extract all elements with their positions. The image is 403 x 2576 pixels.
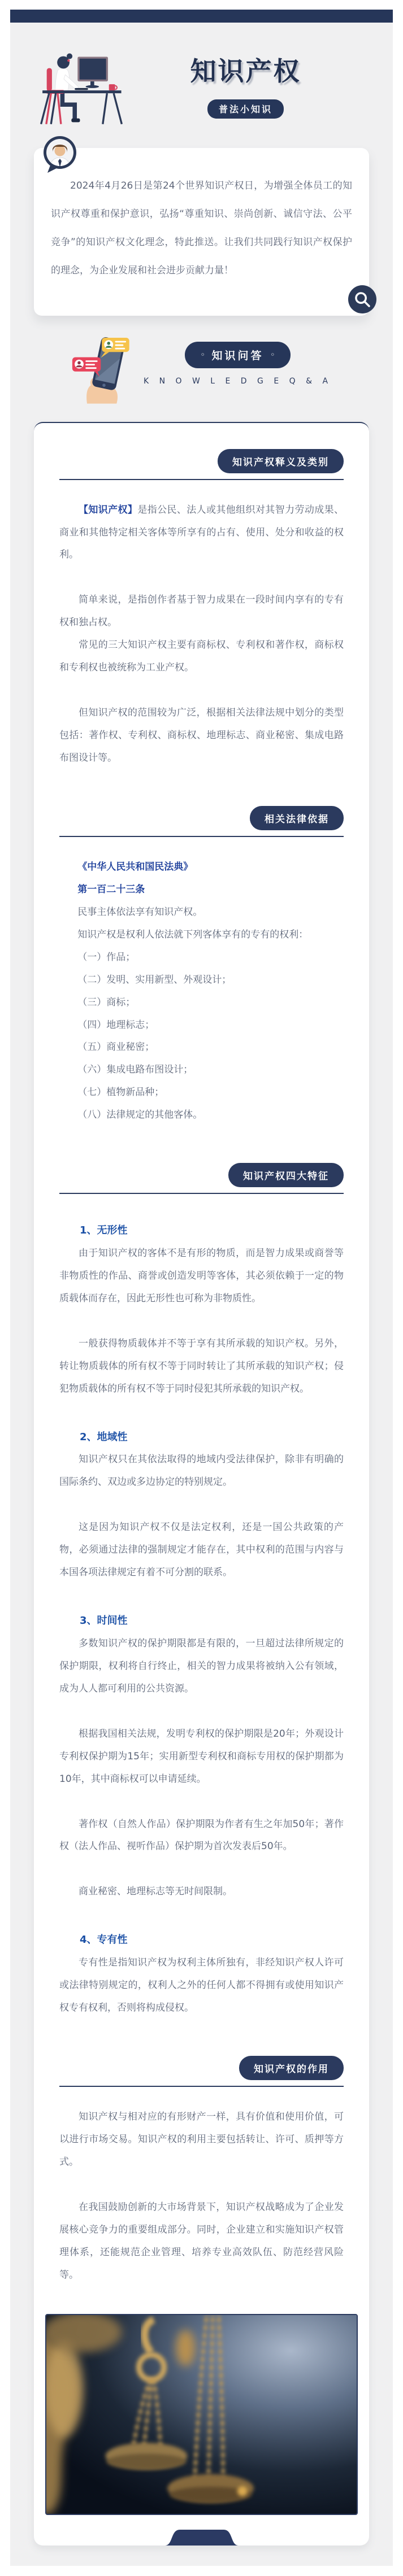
paragraph: 由于知识产权的客体不是有形的物质，而是智力成果或商誉等非物质性的作品、商誉或创造发明等客体，其必须依赖于一定的物质载体而存在，因此无形性也可称为非物质性。 [59, 1247, 344, 1304]
qa-banner [10, 316, 393, 406]
section-title-pill: 知识产权的作用 [239, 2056, 344, 2080]
law-item: （七）植物新品种； [77, 1087, 164, 1099]
section-header-four-features [59, 1163, 344, 1187]
law-title: 《中华人民共和国民法典》 [77, 861, 193, 873]
header [10, 23, 393, 133]
paragraph: 简单来说，是指创作者基于智力成果在一段时间内享有的专有权和独占权。 [59, 594, 344, 629]
paragraph: 但知识产权的范围较为广泛，根据相关法律法规中划分的类型包括：著作权、专利权、商标权、地理标志、商业秘密、集成电路布图设计等。 [59, 707, 344, 764]
top-accent-bar [10, 10, 393, 23]
content-card [34, 422, 369, 2546]
speaker-avatar-icon [43, 136, 77, 173]
paragraph: 这是因为知识产权不仅是法定权利，还是一国公共政策的产物，必须通过法律的强制规定才能存在，其中权利的范围与内容与本国各项法律规定有着不可分割的联系。 [59, 1522, 344, 1579]
paragraph: 专有性是指知识产权为权利主体所独有，非经知识产权人许可或法律特别规定的，权利人之外的任何人都不得拥有或使用知识产权专有权利，否则将构成侵权。 [59, 1957, 344, 2013]
qa-subtitle: K N O W L E D G E Q & A [143, 376, 332, 386]
paragraph: 常见的三大知识产权主要有商标权、专利权和著作权，商标权和专利权也被统称为工业产权。 [59, 639, 344, 674]
section-rule [59, 836, 344, 837]
intro-paragraph: 2024年4月26日是第24个世界知识产权日，为增强全体员工的知识产权尊重和保护意识，弘扬“尊重知识、崇尚创新、诚信守法、公平竞争”的知识产权文化理念，特此推送。让我们共同践行知识产权保护的理念，为企业发展和社会进步贡献力量！ [51, 180, 352, 277]
qa-title-pill [185, 342, 291, 368]
qa-title: 知识问答 [211, 349, 264, 362]
feature-heading: 2、地域性 [80, 1431, 128, 1443]
paragraph: 知识产权只在其依法取得的地域内受法律保护，除非有明确的国际条约、双边或多边协定的特别规定。 [59, 1454, 344, 1488]
section-title-pill: 知识产权释义及类别 [218, 449, 344, 473]
phone-chat-illustration [71, 335, 135, 404]
section-title-pill: 知识产权四大特征 [228, 1163, 344, 1187]
magnifier-icon[interactable] [348, 285, 376, 313]
feature-heading: 1、无形性 [80, 1224, 128, 1237]
law-block [59, 856, 344, 1127]
law-item: （三）商标； [77, 996, 136, 1008]
section-rule [59, 479, 344, 480]
section-title-pill: 相关法律依据 [250, 806, 344, 830]
paragraph: 知识产权与相对应的有形财产一样，具有价值和使用价值，可以进行市场交易。知识产权的利用主要包括转让、许可、质押等方式。 [59, 2111, 344, 2168]
law-item: （一）作品； [77, 951, 136, 963]
scales-of-justice-photo [45, 2314, 358, 2515]
definition-paragraph [59, 499, 344, 567]
section-rule [59, 1193, 344, 1194]
paragraph: 根据我国相关法规，发明专利权的保护期限是20年；外观设计专利权保护期为15年；实用新型专利权和商标专用权的保护期都为10年，其中商标权可以申请延续。 [59, 1728, 344, 1785]
pill-dot-left: ◦ [200, 351, 205, 359]
paragraph: 在我国鼓励创新的大市场背景下，知识产权战略成为了企业发展核心竞争力的重要组成部分。同时，企业建立和实施知识产权管理体系，还能规范企业管理、培养专业高效队伍、防范经营风险等。 [59, 2201, 344, 2281]
feature-heading: 4、专有性 [80, 1934, 128, 1946]
definition-term: 【知识产权】 [79, 504, 138, 516]
law-item: （六）集成电路布图设计； [77, 1064, 193, 1076]
definition-text: 是指公民、法人或其他组织对其智力劳动成果、商业和其他特定相关客体等所享有的占有、使用、处分和收益的权利。 [59, 504, 344, 561]
subtitle-badge: 普法小知识 [207, 99, 284, 119]
paragraph: 一般获得物质载体并不等于享有其所承载的知识产权。另外，转让物质载体的所有权不等于同时转让了其所承载的知识产权；侵犯物质载体的所有权不等于同时侵犯其所承载的知识产权。 [59, 1337, 344, 1394]
law-item: （八）法律规定的其他客体。 [77, 1109, 203, 1121]
page-title: 知识产权 [190, 56, 301, 86]
law-line: 知识产权是权利人依法就下列客体享有的专有的权利： [77, 929, 309, 940]
feature-heading: 3、时间性 [80, 1615, 128, 1627]
law-item: （四）地理标志； [77, 1019, 155, 1031]
pill-dot-right: ◦ [270, 351, 275, 359]
bottom-tab [45, 2530, 358, 2546]
law-item: （二）发明、实用新型、外观设计； [77, 974, 232, 986]
law-line: 民事主体依法享有知识产权。 [77, 906, 203, 918]
section-header-legal-basis [59, 806, 344, 830]
section-header-definition [59, 449, 344, 473]
law-item: （五）商业秘密； [77, 1041, 155, 1053]
paragraph: 商业秘密、地理标志等无时间限制。 [79, 1886, 232, 1898]
content-canvas [10, 23, 393, 2566]
section-rule [59, 2086, 344, 2087]
section-header-role [59, 2056, 344, 2080]
paragraph: 多数知识产权的保护期限都是有限的，一旦超过法律所规定的保护期限，权利将自行终止，相关的智力成果将被纳入公有领域，成为人人都可利用的公共资源。 [59, 1637, 344, 1694]
paragraph: 著作权（自然人作品）保护期限为作者有生之年加50年；著作权（法人作品、视听作品）保护期为首次发表后50年。 [59, 1818, 344, 1853]
law-article: 第一百二十三条 [77, 883, 145, 895]
intro-card [34, 148, 369, 316]
person-at-computer-illustration [34, 40, 129, 130]
